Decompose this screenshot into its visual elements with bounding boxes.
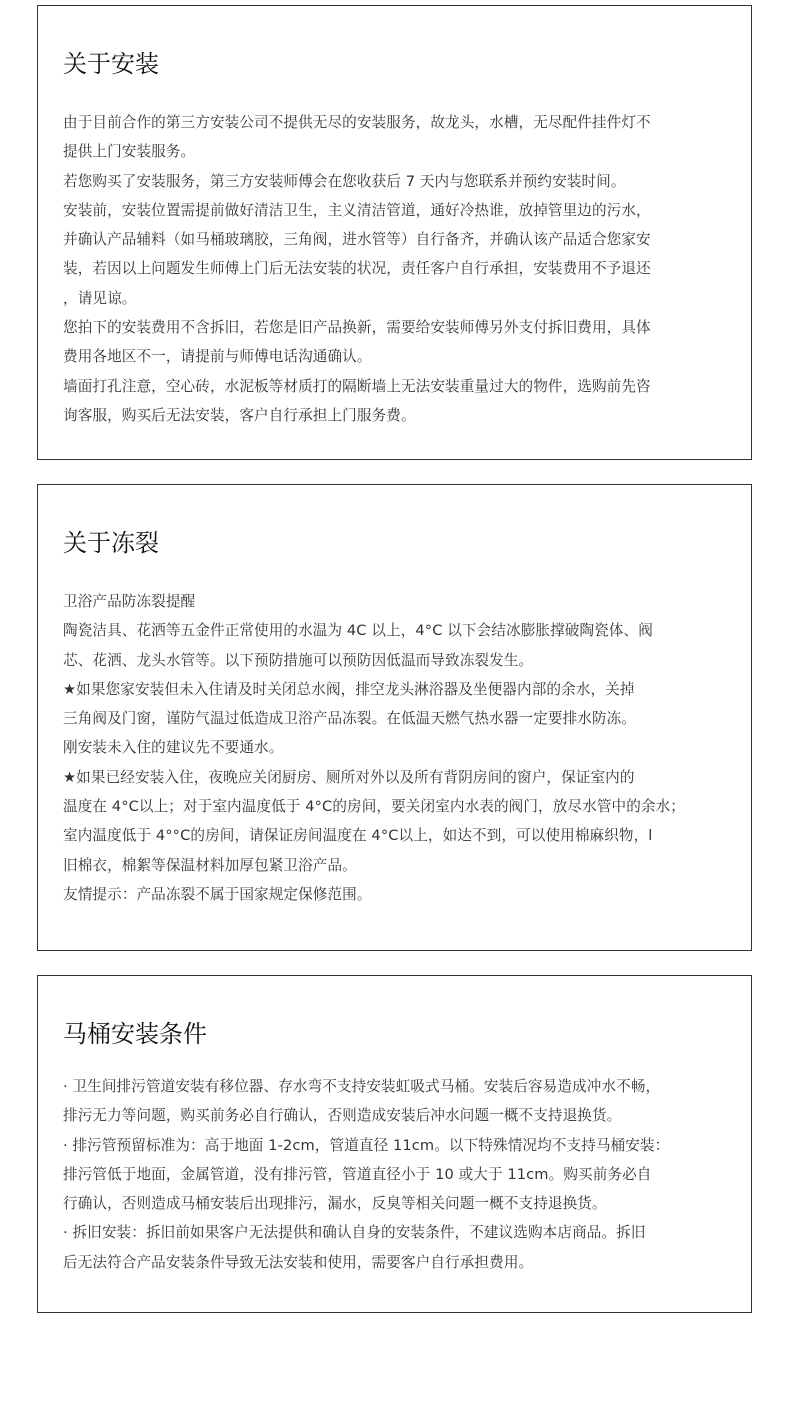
text-line: · 卫生间排污管道安装有移位器、存水弯不支持安装虹吸式马桶。安装后容易造成冲水不畅，	[63, 1078, 661, 1095]
text-line: ★如果您家安装但未入住请及时关闭总水阀，排空龙头淋浴器及坐便器内部的余水，关掉	[63, 680, 635, 698]
section-installation	[37, 5, 752, 460]
section-title-toilet-conditions: 马桶安装条件	[63, 1020, 207, 1048]
text-line: ★如果已经安装入住，夜晚应关闭厨房、厕所对外以及所有背阴房间的窗户，保证室内的	[63, 768, 635, 786]
text-line: 行确认，否则造成马桶安装后出现排污，漏水，反臭等相关问题一概不支持退换货。	[63, 1195, 607, 1213]
text-line: 若您购买了安装服务，第三方安装师傅会在您收获后 7 天内与您联系并预约安装时间。	[63, 172, 626, 190]
text-line: 安装前，安装位置需提前做好清洁卫生，主义清洁管道，通好冷热谁，放掉管里边的污水，	[63, 201, 651, 219]
text-line: 您拍下的安装费用不含拆旧，若您是旧产品换新，需要给安装师傅另外支付拆旧费用，具体	[63, 319, 651, 337]
text-line: 装，若因以上问题发生师傅上门后无法安装的状况，责任客户自行承担，安装费用不予退还	[63, 260, 651, 278]
text-line: 由于目前合作的第三方安装公司不提供无尽的安装服务，故龙头，水槽，无尽配件挂件灯不	[63, 114, 651, 131]
section-title-installation: 关于安装	[63, 50, 159, 78]
text-line: 提供上门安装服务。	[63, 143, 196, 161]
text-line: 友情提示：产品冻裂不属于国家规定保修范围。	[63, 885, 372, 903]
section-freeze-crack	[37, 484, 752, 951]
text-line: 三角阀及门窗，谨防气温过低造成卫浴产品冻裂。在低温天燃气热水器一定要排水防冻。	[63, 710, 637, 728]
text-line: 卫浴产品防冻裂提醒	[63, 593, 196, 610]
text-line: 温度在 4°C以上；对于室内温度低于 4°C的房间，要关闭室内水表的阀门，放尽水管中的余水；	[63, 798, 685, 816]
section-toilet-conditions	[37, 975, 752, 1313]
text-line: 旧棉衣，棉絮等保温材料加厚包紧卫浴产品。	[63, 856, 357, 874]
section-title-freeze-crack: 关于冻裂	[63, 529, 159, 557]
text-line: 陶瓷洁具、花洒等五金件正常使用的水温为 4C 以上，4°C 以下会结冰膨胀撑破陶瓷体、阀	[63, 622, 653, 640]
text-line: 室内温度低于 4°°C的房间，请保证房间温度在 4°C以上，如达不到，可以使用棉麻织物，l	[63, 827, 653, 845]
text-line: · 拆旧安装：拆旧前如果客户无法提供和确认自身的安装条件，不建议选购本店商品。拆旧	[63, 1224, 646, 1242]
text-line: 刚安装未入住的建议先不要通水。	[63, 739, 284, 757]
text-line: 后无法符合产品安装条件导致无法安装和使用，需要客户自行承担费用。	[63, 1253, 534, 1271]
text-line: 墙面打孔注意，空心砖，水泥板等材质打的隔断墙上无法安装重量过大的物件，选购前先咨	[63, 377, 651, 395]
text-line: ，请见谅。	[63, 289, 137, 307]
text-line: · 排污管预留标准为：高于地面 1-2cm，管道直径 11cm。以下特殊情况均不支持马桶安装：	[63, 1136, 670, 1154]
text-line: 排污管低于地面，金属管道，没有排污管，管道直径小于 10 或大于 11cm。购买前务必自	[63, 1165, 652, 1183]
text-line: 排污无力等问题，购买前务必自行确认，否则造成安装后冲水问题一概不支持退换货。	[63, 1107, 622, 1125]
text-line: 询客服，购买后无法安装，客户自行承担上门服务费。	[63, 406, 416, 424]
text-line: 费用各地区不一，请提前与师傅电话沟通确认。	[63, 348, 372, 366]
text-line: 芯、花洒、龙头水管等。以下预防措施可以预防因低温而导致冻裂发生。	[63, 651, 534, 669]
text-line: 并确认产品辅料（如马桶玻璃胶，三角阀，进水管等）自行备齐，并确认该产品适合您家安	[63, 231, 651, 249]
